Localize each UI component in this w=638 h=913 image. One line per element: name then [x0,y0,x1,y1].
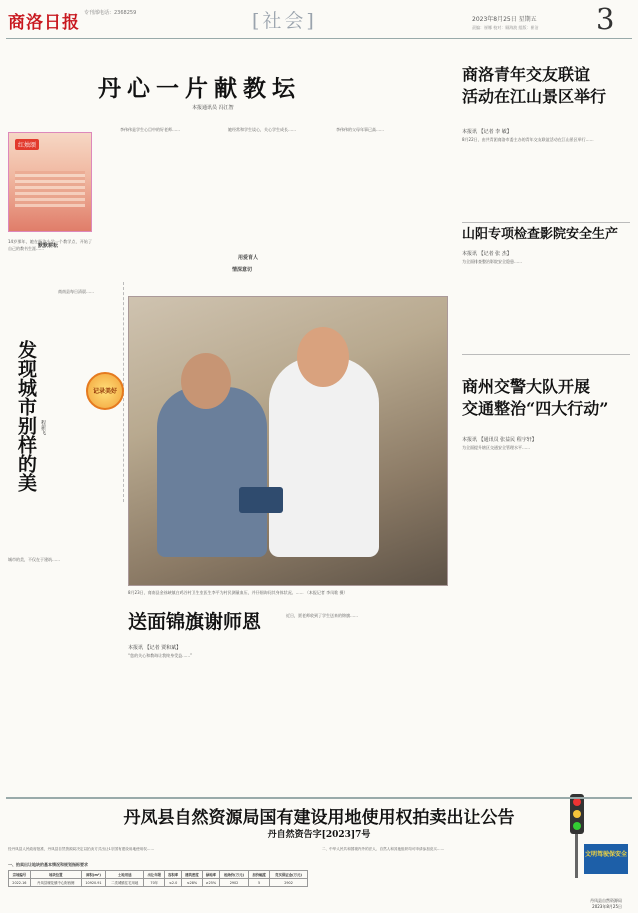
right-article1-byline: 本报讯 【记者 李 敏】 [462,129,512,135]
issue-date: 2023年8月25日 星期五 [472,16,537,23]
article2-title: 发现城市别样的美 [15,340,37,492]
article1-subhead-1: 默默耕耘 [38,243,59,249]
traffic-pole [575,834,578,878]
article1-subhead-2: 用爱育人 [238,255,259,261]
notice-section-label: 一、拍卖出让地块的基本情况和规划指标要求 [8,862,88,867]
article3-text-col2: 近日，贾老师收到了学生送来的锦旗…… [286,613,358,618]
article3-byline: 本报讯 【记者 贾和斌】 [128,645,182,651]
right-article3-title: 商州交警大队开展 交通整治“四大行动” [462,377,609,418]
notice-intro: 经丹凤县人民政府批准，丹凤县自然资源局决定以拍卖方式出让1宗国有建设用地使用权…… [8,847,155,851]
article1-text-col0: 14岁那年，她在杨沟小学一个教学点，开始了自己的教书生涯…… [8,239,92,251]
main-photo-caption: 8月23日，商南县金丝峡镇白鸡谷村卫生室医生李平为村民测量血压，并仔细询问其身体状况。…… （本报记者 李凤歌 摄） [128,590,348,595]
traffic-safety-sign: 文明驾驶保安全 [584,844,628,874]
right-article2-title: 山阳专项检查影院安全生产 [462,227,619,242]
right-article2-text: 为全面排查整治影院安全隐患…… [462,259,522,264]
photo-patient-head [181,353,231,409]
editor-credits: 责编：崔娜 校对：顾海波 组版：崔洁 [472,25,539,30]
right-divider-1 [462,222,630,223]
photo-doctor-body [269,357,379,557]
article1-text-col1: 李伟伟是学生心目中的好老师…… [120,127,180,132]
masthead [0,0,638,38]
illustration-pattern [15,171,85,207]
right-divider-2 [462,354,630,355]
photo-patient-body [157,387,267,557]
right-article1-text: 8月22日，由共青团商洛市委主办的青年交友联谊活动在江山景区举行…… [462,137,594,142]
article2-text-top: 商南县每日清晨…… [58,289,94,294]
article1-title: 丹心一片献教坛 [98,75,301,102]
notice-subtitle: 丹自然资告字[2023]7号 [267,830,371,840]
main-photo [128,296,448,586]
article1-illustration [8,132,92,232]
notice-title: 丹凤县自然资源局国有建设用地使用权拍卖出让公告 [123,808,515,828]
article1-byline: 本报通讯员 冯江智 [192,105,234,111]
notice-table [8,870,308,887]
right-article3-byline: 本报讯 【通讯员 张益民 程宇轩】 [462,437,537,443]
header-divider [6,38,632,39]
right-article2-byline: 本报讯 【记者 张 杰】 [462,251,512,257]
article3-text-col1: “您的关心和教诲让我终身受益……” [128,653,193,658]
photo-doctor-head [297,327,349,387]
right-article1-title: 商洛青年交友联谊 活动在江山景区举行 [462,65,607,106]
article2-author: 程新飞 [40,420,46,435]
table-row: 2022-16 丹凤县棣花镇中心街西侧 10920.91 二类城镇住宅用地 70年 ≤2.0 ≤28% ≥25% 2902 5 2902 [9,879,308,887]
article2-text-bottom: 城市的美，不仅在于建筑…… [8,557,60,562]
article1-text-col3: 李伟伟的父母年事已高…… [336,127,384,132]
article1-text-col2: 她经常和学生谈心，关心学生成长…… [228,127,296,132]
section-name: [社会] [252,10,317,32]
photo-blood-pressure-monitor [239,487,283,513]
article2-badge: 记录美好 [86,372,124,410]
notice-table-header: 宗地编号 地块位置 面积(m²) 土地用途 出让年限 容积率 建筑密度 绿地率 起始价(万元) 加价幅度 竞买保证金(万元) [9,871,308,879]
newspaper-logo: 商洛日报 [8,13,80,33]
masthead-info: 专刊部电话：2368259 [84,10,137,16]
page-number: 3 [596,2,615,36]
illustration-tag: 红烛颂 [15,139,39,150]
notice-divider [6,797,632,799]
right-article3-text: 为全面提升辖区交通安全管理水平…… [462,445,530,450]
article1-subhead-3: 情深意切 [232,267,253,273]
notice-terms: 二、中华人民共和国境内外的法人、自然人和其他组织均可申请参加竞买…… [322,847,445,851]
notice-signature: 丹凤县自然资源局 2023年8月25日 [590,898,622,909]
article3-title: 送面锦旗谢师恩 [128,611,262,633]
